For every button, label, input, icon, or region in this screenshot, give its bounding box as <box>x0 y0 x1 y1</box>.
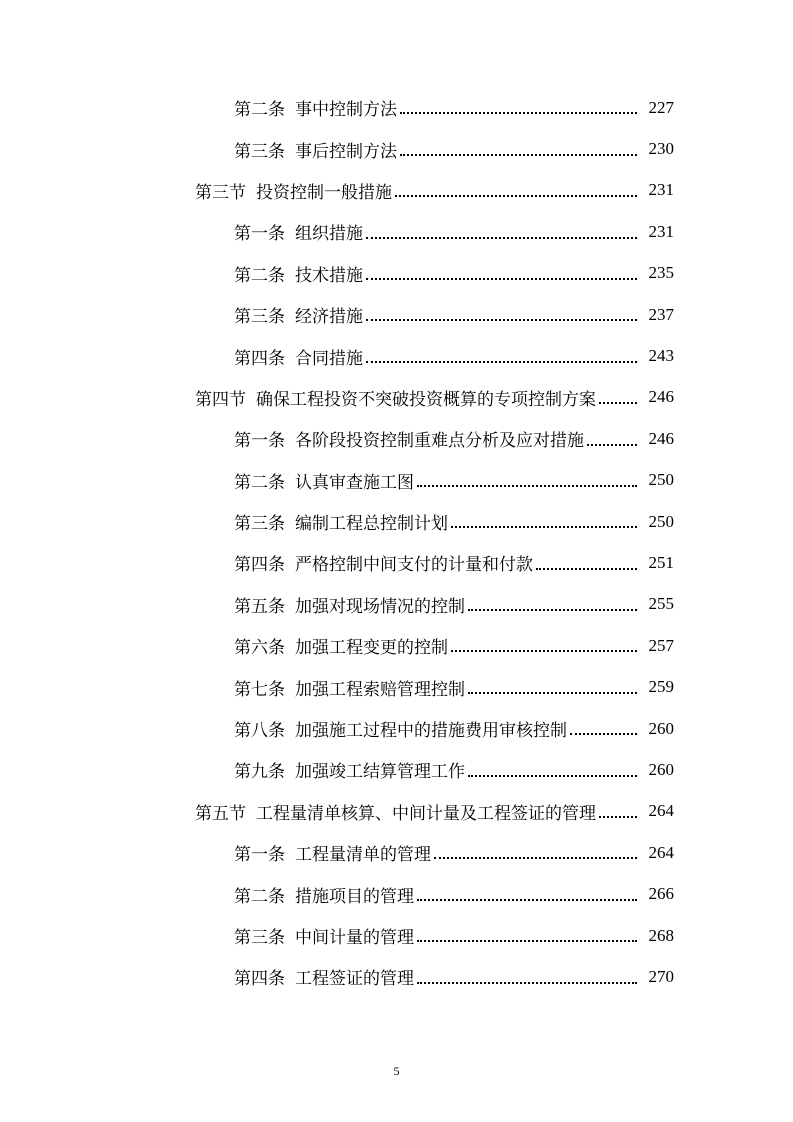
toc-entry-number: 第四条 <box>234 969 285 990</box>
toc-entry-title: 各阶段投资控制重难点分析及应对措施 <box>295 431 584 452</box>
toc-dot-leader <box>366 318 637 321</box>
toc-section-entry[interactable] <box>0 377 793 418</box>
toc-entry-title: 加强施工过程中的措施费用审核控制 <box>295 721 567 742</box>
toc-article-entry[interactable] <box>0 501 793 542</box>
toc-entry-title: 经济措施 <box>295 307 363 328</box>
toc-entry-title: 加强工程索赔管理控制 <box>295 679 465 700</box>
toc-section-entry[interactable] <box>0 791 793 832</box>
toc-entry-title: 认真审查施工图 <box>295 472 414 493</box>
toc-entry-number: 第六条 <box>234 638 285 659</box>
toc-entry-page: 250 <box>648 470 674 490</box>
toc-entry-page: 230 <box>648 139 674 159</box>
toc-article-entry[interactable] <box>0 418 793 459</box>
toc-entry-title: 组织措施 <box>295 224 363 245</box>
toc-article-entry[interactable] <box>0 211 793 252</box>
toc-article-entry[interactable] <box>0 749 793 790</box>
toc-entry-page: 268 <box>648 925 674 945</box>
toc-entry-title: 加强竣工结算管理工作 <box>295 762 465 783</box>
toc-entry-title: 加强对现场情况的控制 <box>295 596 465 617</box>
page-number: 5 <box>393 1064 400 1078</box>
toc-dot-leader <box>366 236 637 239</box>
toc-dot-leader <box>599 815 637 818</box>
toc-dot-leader <box>395 194 637 197</box>
toc-article-entry[interactable] <box>0 253 793 294</box>
toc-dot-leader <box>570 732 637 735</box>
table-of-contents <box>0 87 793 998</box>
toc-entry-number: 第四条 <box>234 348 285 369</box>
toc-dot-leader <box>587 443 637 446</box>
toc-entry-title: 投资控制一般措施 <box>256 182 392 203</box>
toc-entry-title: 技术措施 <box>295 265 363 286</box>
toc-entry-number: 第一条 <box>234 431 285 452</box>
toc-entry-title: 加强工程变更的控制 <box>295 638 448 659</box>
toc-entry-number: 第四条 <box>234 555 285 576</box>
toc-article-entry[interactable] <box>0 542 793 583</box>
toc-article-entry[interactable] <box>0 915 793 956</box>
toc-entry-number: 第八条 <box>234 721 285 742</box>
toc-entry-number: 第一条 <box>234 845 285 866</box>
toc-entry-page: 243 <box>648 346 674 366</box>
toc-article-entry[interactable] <box>0 832 793 873</box>
toc-entry-number: 第三节 <box>195 182 246 203</box>
toc-entry-number: 第二条 <box>234 265 285 286</box>
toc-entry-title: 编制工程总控制计划 <box>295 514 448 535</box>
toc-entry-number: 第五节 <box>195 803 246 824</box>
toc-entry-title: 工程量清单的管理 <box>295 845 431 866</box>
toc-dot-leader <box>434 856 637 859</box>
toc-dot-leader <box>451 649 637 652</box>
toc-entry-number: 第三条 <box>234 141 285 162</box>
toc-entry-number: 第五条 <box>234 596 285 617</box>
toc-entry-page: 235 <box>648 263 674 283</box>
toc-entry-page: 257 <box>648 635 674 655</box>
toc-dot-leader <box>400 111 637 114</box>
toc-article-entry[interactable] <box>0 335 793 376</box>
toc-entry-page: 231 <box>648 221 674 241</box>
toc-entry-page: 251 <box>648 552 674 572</box>
toc-entry-number: 第二条 <box>234 886 285 907</box>
toc-article-entry[interactable] <box>0 584 793 625</box>
toc-entry-page: 237 <box>648 304 674 324</box>
toc-entry-title: 措施项目的管理 <box>295 886 414 907</box>
toc-entry-page: 246 <box>648 387 674 407</box>
toc-dot-leader <box>366 277 637 280</box>
toc-article-entry[interactable] <box>0 873 793 914</box>
toc-entry-page: 260 <box>648 759 674 779</box>
toc-dot-leader <box>417 939 637 942</box>
toc-article-entry[interactable] <box>0 87 793 128</box>
toc-entry-number: 第三条 <box>234 928 285 948</box>
toc-dot-leader <box>599 401 637 404</box>
toc-entry-title: 严格控制中间支付的计量和付款 <box>295 555 533 576</box>
toc-entry-number: 第三条 <box>234 307 285 328</box>
toc-section-entry[interactable] <box>0 170 793 211</box>
toc-entry-page: 264 <box>648 842 674 862</box>
toc-entry-page: 266 <box>648 884 674 904</box>
toc-dot-leader <box>400 153 637 156</box>
toc-entry-page: 231 <box>648 180 674 200</box>
toc-dot-leader <box>417 898 637 901</box>
toc-entry-number: 第一条 <box>234 224 285 245</box>
toc-entry-page: 227 <box>648 97 674 117</box>
toc-article-entry[interactable] <box>0 708 793 749</box>
toc-entry-number: 第二条 <box>234 472 285 493</box>
toc-entry-number: 第二条 <box>234 100 285 121</box>
toc-article-entry[interactable] <box>0 625 793 666</box>
toc-dot-leader <box>366 360 637 363</box>
toc-article-entry[interactable] <box>0 128 793 169</box>
toc-dot-leader <box>417 981 637 984</box>
toc-article-entry[interactable] <box>0 460 793 501</box>
toc-entry-title: 合同措施 <box>295 348 363 369</box>
toc-entry-number: 第三条 <box>234 514 285 535</box>
toc-entry-number: 第九条 <box>234 762 285 783</box>
toc-dot-leader <box>468 691 637 694</box>
toc-entry-title: 中间计量的管理 <box>295 928 414 948</box>
toc-entry-page: 270 <box>648 966 674 986</box>
toc-article-entry[interactable] <box>0 666 793 707</box>
toc-entry-page: 246 <box>648 428 674 448</box>
toc-entry-title: 事中控制方法 <box>295 100 397 121</box>
toc-entry-title: 确保工程投资不突破投资概算的专项控制方案 <box>256 389 596 410</box>
toc-dot-leader <box>417 484 637 487</box>
toc-dot-leader <box>451 525 637 528</box>
toc-entry-page: 264 <box>648 801 674 821</box>
toc-dot-leader <box>468 774 637 777</box>
toc-entry-title: 工程量清单核算、中间计量及工程签证的管理 <box>256 803 596 824</box>
toc-entry-page: 259 <box>648 677 674 697</box>
toc-entry-number: 第四节 <box>195 389 246 410</box>
toc-entry-page: 260 <box>648 718 674 738</box>
toc-article-entry[interactable] <box>0 956 793 997</box>
toc-entry-title: 事后控制方法 <box>295 141 397 162</box>
toc-entry-number: 第七条 <box>234 679 285 700</box>
toc-article-entry[interactable] <box>0 294 793 335</box>
toc-entry-title: 工程签证的管理 <box>295 969 414 990</box>
toc-entry-page: 250 <box>648 511 674 531</box>
toc-entry-page: 255 <box>648 594 674 614</box>
toc-dot-leader <box>468 608 637 611</box>
toc-dot-leader <box>536 567 637 570</box>
